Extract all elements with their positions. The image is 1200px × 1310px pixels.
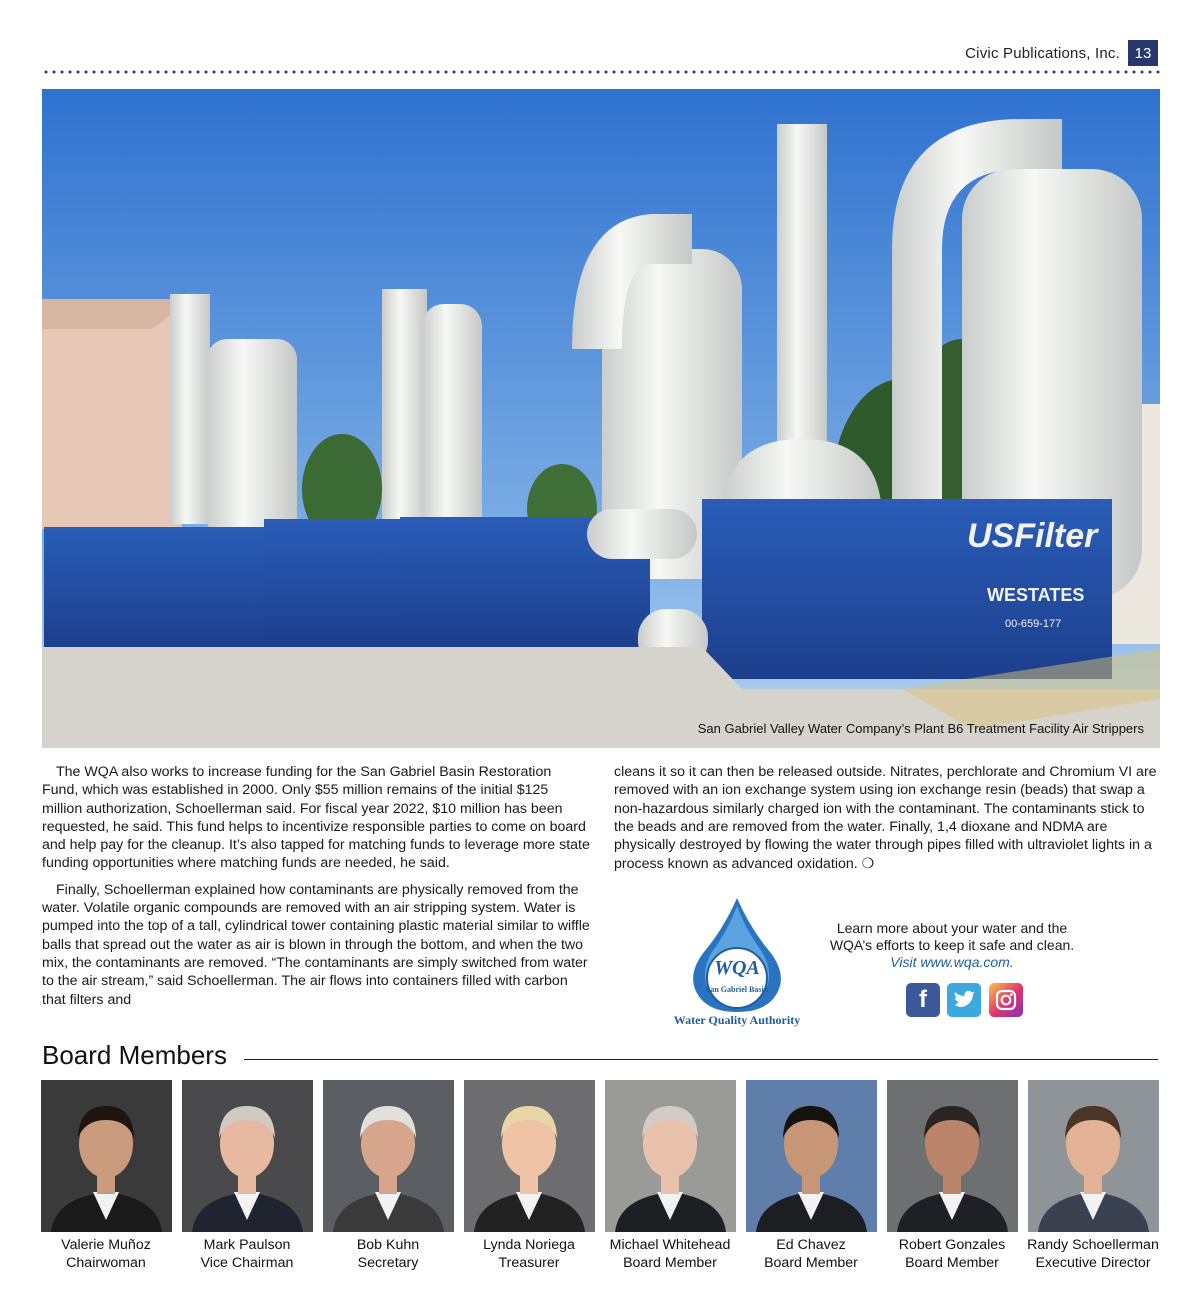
- article-column-right: [614, 763, 1162, 882]
- website-link[interactable]: Visit www.wqa.com.: [890, 954, 1014, 970]
- facebook-icon[interactable]: f: [906, 983, 940, 1017]
- member-name: Ed Chavez: [776, 1237, 846, 1253]
- member-portrait: [887, 1080, 1018, 1232]
- article-paragraph-text: cleans it so it can then be released outside. Nitrates, perchlorate and Chromium VI are removed with an ion exchange system using ion exchange resin (beads) that swap a non-hazardous similarly charged ion with the contaminant. The contaminants stick to the beads and are removed from the water. Finally, 1,4 dioxane and NDMA are physically destroyed by flowing the water through pipes filled with ultraviolet lights in a process known as advanced oxidation.: [614, 764, 1157, 873]
- article-paragraph: Finally, Schoellerman explained how contaminants are physically removed from the water. Volatile organic compounds are removed with an air stripping system. Water is pumped into the top of a tall, cylindrical tower containing plastic material similar to wiffle balls that spread out the water as air is blown in through the bottom, and when the two mix, the contaminants are removed. “The contaminants are simply switched from water to the air stream,” said Schoellerman. The air flows into containers filled with carbon that filters and: [42, 881, 590, 1008]
- dotted-divider: [42, 70, 1160, 74]
- article-column-left: [42, 763, 590, 1017]
- board-member-card: [41, 1080, 172, 1272]
- bin-sign-brand: USFilter: [967, 517, 1098, 555]
- member-name: Robert Gonzales: [898, 1237, 1006, 1253]
- member-name: Randy Schoellerman: [1027, 1237, 1159, 1253]
- member-role: Chairwoman: [66, 1255, 146, 1271]
- member-role: Vice Chairman: [200, 1255, 294, 1271]
- bin-sign-phone: 00-659-177: [1005, 618, 1062, 630]
- publisher-name: Civic Publications, Inc.: [965, 45, 1120, 62]
- member-portrait: [1028, 1080, 1159, 1232]
- member-role: Board Member: [905, 1255, 999, 1271]
- learn-more-block: [812, 920, 1092, 971]
- member-name: Michael Whitehead: [609, 1237, 731, 1253]
- wqa-logo: [664, 892, 810, 1032]
- article-paragraph: The WQA also works to increase funding for the San Gabriel Basin Restoration Fund, which was established in 2000. Only $55 million remains of the initial $125 million authorization, Schoellerman said. For fiscal year 2022, $10 million has been requested, he said. This fund helps to incentivize responsible parties to come on board and help pay for the cleanup. It’s also tapped for matching funds to leverage more state funding opportunities where matching funds are needed, he said.: [42, 764, 590, 872]
- treatment-facility-photo: [42, 89, 1160, 748]
- member-portrait: [464, 1080, 595, 1232]
- instagram-icon[interactable]: [989, 983, 1023, 1017]
- member-portrait: [41, 1080, 172, 1232]
- member-portrait: [605, 1080, 736, 1232]
- board-member-card: [746, 1080, 877, 1272]
- bin-sign-brand-2: WESTATES: [987, 585, 1085, 605]
- article-paragraph: [614, 763, 1162, 874]
- board-member-card: [323, 1080, 454, 1272]
- board-member-card: [1028, 1080, 1159, 1272]
- member-name: Valerie Muñoz: [61, 1237, 151, 1253]
- board-heading-rule: [244, 1059, 1158, 1060]
- logo-arc-text: San Gabriel Basin: [705, 985, 769, 994]
- member-role: Secretary: [357, 1255, 419, 1271]
- member-portrait: [323, 1080, 454, 1232]
- board-member-card: [464, 1080, 595, 1272]
- member-portrait: [746, 1080, 877, 1232]
- board-member-card: [182, 1080, 313, 1272]
- twitter-icon[interactable]: [947, 983, 981, 1017]
- photo-caption: San Gabriel Valley Water Company’s Plant B6 Treatment Facility Air Strippers: [697, 721, 1144, 736]
- member-name: Mark Paulson: [203, 1237, 291, 1253]
- member-role: Board Member: [764, 1255, 858, 1271]
- member-name: Bob Kuhn: [356, 1237, 420, 1253]
- board-member-card: [887, 1080, 1018, 1272]
- logo-letters: WQA: [714, 957, 760, 979]
- logo-tagline: Water Quality Authority: [673, 1013, 801, 1027]
- page-number: 13: [1128, 40, 1158, 66]
- learn-more-line-1: Learn more about your water and the: [836, 920, 1068, 936]
- member-name: Lynda Noriega: [483, 1237, 575, 1253]
- page-header: [0, 0, 1200, 80]
- board-members-heading: Board Members: [42, 1040, 227, 1070]
- member-role: Executive Director: [1035, 1255, 1151, 1271]
- member-role: Board Member: [623, 1255, 717, 1271]
- end-mark-icon: ❍: [861, 855, 875, 872]
- member-role: Treasurer: [498, 1255, 560, 1271]
- member-portrait: [182, 1080, 313, 1232]
- learn-more-line-2: WQA’s efforts to keep it safe and clean.: [829, 937, 1075, 953]
- board-member-card: [605, 1080, 736, 1272]
